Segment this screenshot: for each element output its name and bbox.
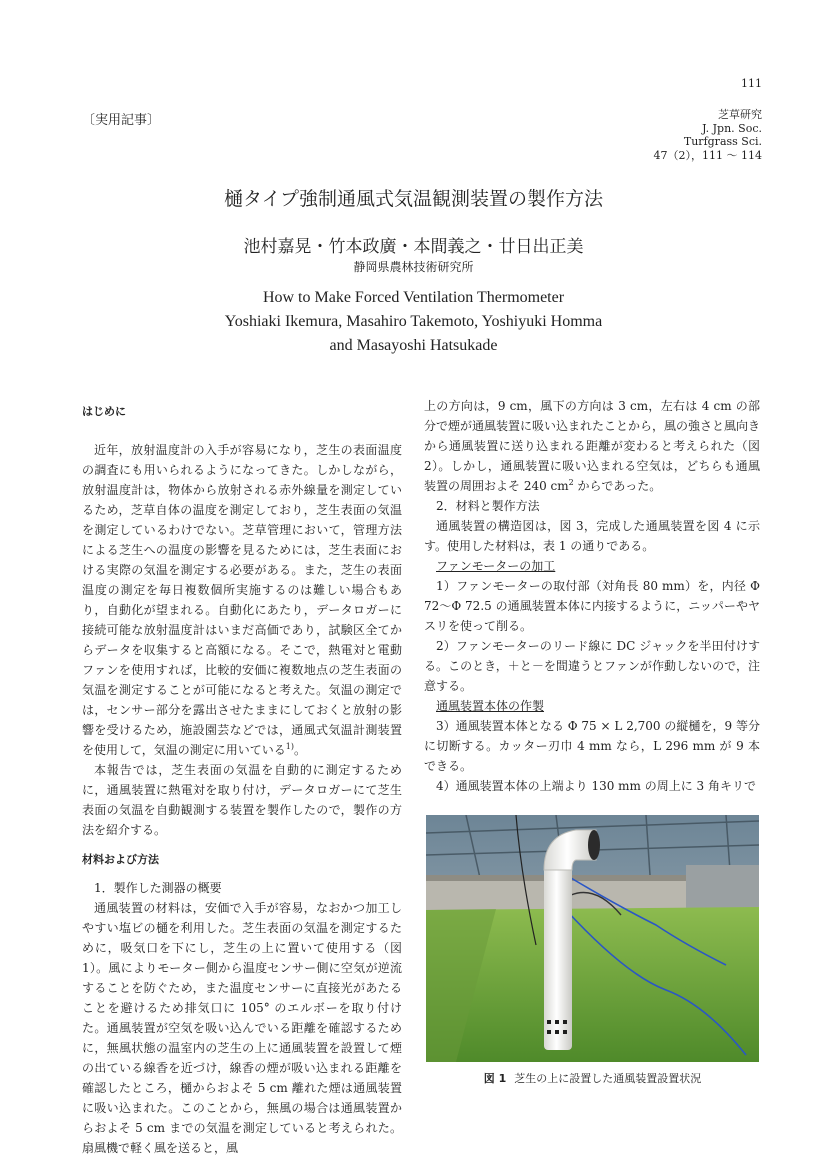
figure-label: 図 1 — [483, 1072, 507, 1085]
journal-line: 47（2），111 ～ 114 — [653, 148, 762, 162]
paragraph-text: 近年，放射温度計の入手が容易になり，芝生の表面温度の調査にも用いられるようになってきた。しかしながら，放射温度計は，物体から放射される赤外線量を測定しているため，芝草自体の温度を測定しており，芝生表面の気温を測定しているわけでない。芝草管理において，管理方法による芝生への温度の影響を見るためには，芝生表面における実際の気温を測定する必要がある。また，芝生の表面温度の測定を毎日複数個所実施するのは難しい場合もあり，自動化が望まれる。自動化にあたり，データロガーに接続可能な放射温度計はいまだ高価であり，試験区全てからデータを収集すると高額になる。そこで，熱電対と電動ファンを使用すれば，比較的安価に複数地点の芝生表面の気温を測定することが可能になると考えた。気温の測定では，センサー部分を露出させたままにしておくと放射の影響を受けるため，施設園芸などでは，通風式気温計測装置を使用して，気温の測定に用いている — [82, 443, 402, 757]
step-text: 3）通風装置本体となる Φ 75 × L 2,700 の縦樋を，9 等分に切断する。カッター刃巾 4 mm なら，L 296 mm が 9 本できる。 — [424, 719, 760, 773]
underlined-heading-text: ファンモーターの加工 — [436, 559, 556, 573]
subsection-heading: 1．製作した測器の概要 — [94, 881, 222, 895]
paragraph: 通風装置の構造図は，図 3，完成した通風装置を図 4 に示す。使用した材料は，表 1 の通りである。 — [424, 519, 760, 553]
paragraph: 通風装置の材料は，安価で入手が容易，なおかつ加工しやすい塩ビの樋を利用した。芝生表面の気温を測定するために，吸気口を下にし，芝生の上に置いて使用する（図 1）。風によりモーター側から温度センサー側に空気が逆流することを防ぐため，また温度センサーに直接光があたることを避けるため排気口に 105° のエルボーを取り付けた。通風装置が空気を吸い込んでいる距離を確認するために，無風状態の温室内の芝生の上に通風装置を設置して煙の出ている線香を近づけ，線香の煙が吸い込まれる距離を確認したところ，樋からおよそ 5 cm 離れた煙は通風装置に吸い込まれた。このことから，無風の場合は通風装置からおよそ 5 cm までの気温を測定していると考えられた。扇風機で軽く風を送ると，風 — [82, 901, 402, 1155]
paragraph — [82, 440, 402, 760]
underlined-heading — [424, 696, 760, 716]
section-heading: はじめに — [82, 405, 126, 418]
english-title: How to Make Forced Ventilation Thermometer — [262, 289, 565, 306]
authors: 池村嘉晃・竹本政廣・本間義之・廿日出正美 — [243, 237, 584, 257]
english-title-block — [0, 286, 827, 358]
subsection-heading: 2．材料と製作方法 — [436, 499, 540, 513]
figure-caption-text: 芝生の上に設置した通風装置設置状況 — [514, 1072, 702, 1085]
paragraph: 本報告では，芝生表面の気温を自動的に測定するために，通風装置に熱電対を取り付け，データロガーにて芝生表面の気温を自動観測する装置を製作したので，製作の方法を紹介する。 — [82, 763, 402, 837]
journal-line: Turfgrass Sci. — [683, 135, 762, 148]
english-authors: and Masayoshi Hatsukade — [329, 337, 498, 354]
step-text: 1）ファンモーターの取付部（対角長 80 mm）を，内径 Φ 72～Φ 72.5 の通風装置本体に内接するように，ニッパーやヤスリを使って削る。 — [424, 579, 760, 633]
underlined-heading-text: 通風装置本体の作製 — [436, 699, 545, 713]
right-column — [424, 396, 760, 796]
paragraph-text: 。 — [293, 743, 306, 757]
page-number: 111 — [741, 77, 762, 90]
step-text: 2）ファンモーターのリード線に DC ジャックを半田付けする。このとき，＋と－を間違うとファンが作動しないので，注意する。 — [424, 639, 760, 693]
figure-photo — [426, 815, 759, 1062]
paragraph-text: 上の方向は，9 cm，風下の方向は 3 cm，左右は 4 cm の部分で煙が通風装置に吸い込まれたことから，風の強さと風向きから通風装置に送り込まれる距離が変わると考えられた（図 2）。しかし，通風装置に吸い込まれる空気は，どちらも通風装置の周囲およそ 240 cm — [424, 399, 761, 493]
page-title: 樋タイプ強制通風式気温観測装置の製作方法 — [223, 188, 604, 210]
article-category: 〔実用記事〕 — [82, 113, 161, 128]
step-text: 4）通風装置本体の上端より 130 mm の周上に 3 角キリで — [436, 779, 757, 793]
reference-mark: 1) — [285, 742, 294, 751]
paragraph — [424, 396, 760, 496]
section-heading: 材料および方法 — [82, 853, 159, 866]
greenhouse-photo-illustration — [426, 815, 759, 1062]
journal-line: J. Jpn. Soc. — [702, 121, 762, 135]
underlined-heading — [424, 556, 760, 576]
affiliation: 静岡県農林技術研究所 — [353, 260, 474, 274]
english-authors: Yoshiaki Ikemura, Masahiro Takemoto, Yoshiyuki Homma — [224, 313, 603, 330]
superscript: 2 — [568, 478, 574, 487]
figure-caption — [426, 1070, 759, 1086]
journal-line: 芝草研究 — [718, 108, 762, 121]
journal-info — [600, 108, 762, 162]
left-column — [82, 402, 402, 1158]
paragraph-text: からであった。 — [573, 479, 662, 493]
